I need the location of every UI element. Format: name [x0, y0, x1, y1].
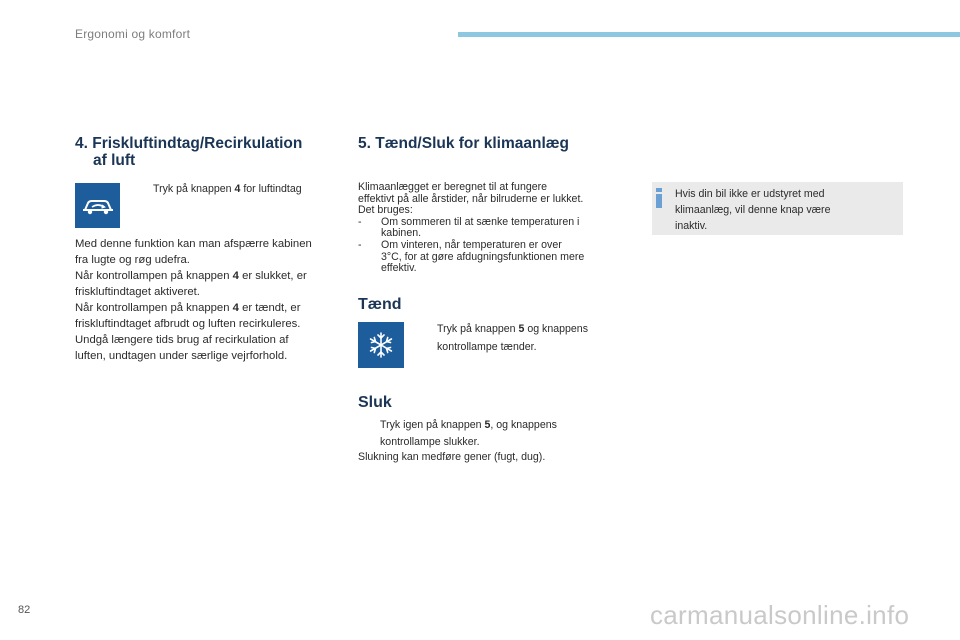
ac-button-icon [358, 322, 404, 368]
watermark: carmanualsonline.info [650, 600, 910, 630]
info-icon [656, 188, 662, 208]
section-4-heading-line2: af luft [93, 152, 136, 169]
usage-list-item: - Om sommeren til at sænke temperaturen i kabinen. [358, 215, 580, 240]
usage-list [358, 217, 633, 275]
sluk-bullet [358, 417, 557, 450]
section-4-bullet [131, 181, 302, 197]
section-5-intro: Klimaanlægget er beregnet til at fungere effektivt på alle årstider, når bilruderne er lukket. Det bruges: - Om sommeren til at sænke temperaturen i kabinen. - Om vinteren, når temperaturen er over 3°C, for at gøre afdugningsfunktionen mere effektiv. [358, 182, 633, 275]
snowflake-icon [366, 330, 396, 360]
bullet-mark-icon [358, 417, 380, 450]
section-4-heading [75, 135, 302, 169]
taend-bullet-text: Tryk på knappen 5 og knappens kontrollampe tænder. [437, 323, 588, 353]
sluk-bullet-text: Tryk igen på knappen 5, og knappens kontrollampe slukker. [380, 419, 557, 448]
section-4-paragraph: Med denne funktion kan man afspærre kabinen fra lugte og røg udefra. Når kontrollampen på knappen 4 er slukket, er friskluftindtaget aktiveret. Når kontrollampen på knappen 4 er tændt, er friskluftindtaget afbrudt og luften recirkuleres. Undgå længere tids brug af recirkulation af luften, undtagen under særlige vejrforhold. [75, 238, 312, 362]
sluk-heading: Sluk [358, 394, 392, 411]
page-number: 82 [18, 604, 31, 616]
info-text: Hvis din bil ikke er udstyret med klimaanlæg, vil denne knap være inaktiv. [675, 188, 831, 232]
bullet-mark-icon [415, 321, 437, 355]
taend-heading: Tænd [358, 296, 402, 313]
section-4-heading-line1: 4. Friskluftindtag/Recirkulation [75, 135, 303, 152]
bullet-mark-icon [131, 181, 153, 197]
taend-bullet [415, 321, 588, 355]
header-bar [458, 32, 960, 37]
chapter-title: Ergonomi og komfort [75, 27, 191, 41]
recirculation-button-icon [75, 183, 120, 228]
usage-list-item: - Om vinteren, når temperaturen er over 3°C, for at gøre afdugningsfunktionen mere effektiv. [358, 238, 585, 275]
car-recirculation-icon [81, 195, 115, 217]
sluk-note: Slukning kan medføre gener (fugt, dug). [358, 451, 546, 463]
section-5-heading: 5. Tænd/Sluk for klimaanlæg [358, 135, 570, 152]
section-4-bullet-text: Tryk på knappen 4 for luftindtag [153, 183, 302, 195]
